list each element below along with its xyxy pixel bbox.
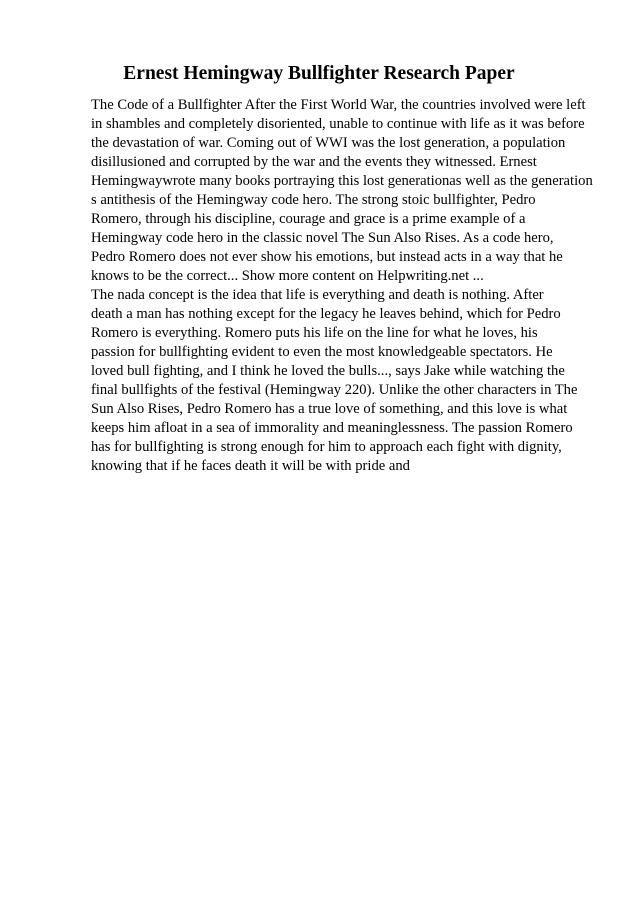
body-line: death a man has nothing except for the legacy he leaves behind, which for Pedro [91, 306, 561, 322]
body-line: Hemingway code hero in the classic novel The Sun Also Rises. As a code hero, [91, 230, 554, 246]
body-line: the devastation of war. Coming out of WWI was the lost generation, a population [91, 135, 566, 151]
body-line: knowing that if he faces death it will be with pride and [91, 458, 410, 474]
body-line: final bullfights of the festival (Hemingway 220). Unlike the other characters in The [91, 382, 578, 398]
body-line: Romero is everything. Romero puts his life on the line for what he loves, his [91, 325, 538, 341]
body-line: disillusioned and corrupted by the war and the events they witnessed. Ernest [91, 154, 537, 170]
body-line: in shambles and completely disoriented, unable to continue with life as it was before [91, 116, 585, 132]
body-line: Pedro Romero does not ever show his emotions, but instead acts in a way that he [91, 249, 563, 265]
body-line: s antithesis of the Hemingway code hero. The strong stoic bullfighter, Pedro [91, 192, 536, 208]
body-line: Romero, through his discipline, courage and grace is a prime example of a [91, 211, 526, 227]
body-line: passion for bullfighting evident to even the most knowledgeable spectators. He [91, 344, 553, 360]
body-line: Sun Also Rises, Pedro Romero has a true love of something, and this love is what [91, 401, 568, 417]
body-line: knows to be the correct... Show more content on Helpwriting.net ... [91, 268, 484, 284]
body-line: The Code of a Bullfighter After the First World War, the countries involved were left [91, 97, 586, 113]
body-line: The nada concept is the idea that life is everything and death is nothing. After [91, 287, 544, 303]
body-line: Hemingwaywrote many books portraying this lost generationas well as the generation [91, 173, 593, 189]
document-body [91, 96, 601, 476]
body-line: has for bullfighting is strong enough for him to approach each fight with dignity, [91, 439, 562, 455]
body-line: loved bull fighting, and I think he loved the bulls..., says Jake while watching the [91, 363, 565, 379]
body-line: keeps him afloat in a sea of immorality and meaninglessness. The passion Romero [91, 420, 573, 436]
document-title: Ernest Hemingway Bullfighter Research Paper [123, 63, 515, 84]
